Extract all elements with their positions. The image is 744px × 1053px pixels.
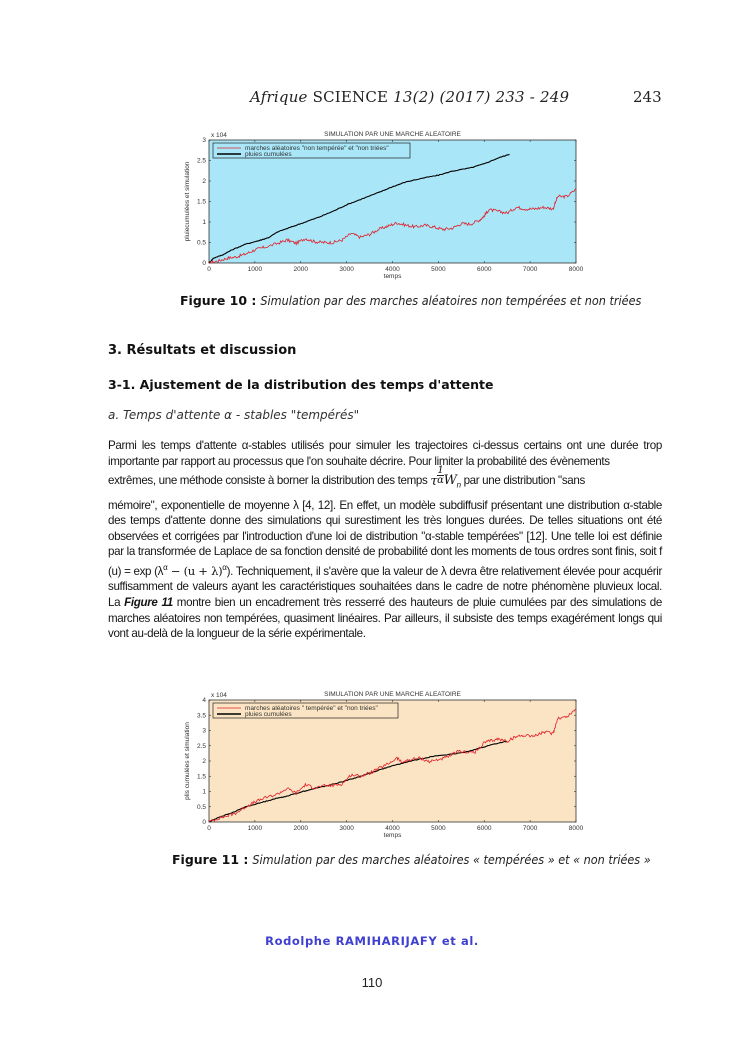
x-tick-label: 3000 — [339, 266, 354, 273]
chart-legend — [213, 703, 398, 718]
paragraph-text-3a: mémoire", exponentielle de moyenne λ [4, 12]. En effet, un modèle subdiffusif présentant une distribution α-stable des temps d'attente donne des simulations qui surestiment les très longues durées. De telles situations ont été observées et corrigées par l'introduction d'une loi de distribution "α-stable tempérées" [12]. Une telle loi est définie par la transformée de Laplace de sa fonction densité de probabilité dont les moments de tous ordres sont finis, soit f (u) = exp (λ — [108, 498, 662, 578]
y-tick-label: 0 — [202, 260, 206, 267]
legend-entry: marches aléatoires " tempérée" et "non triées" — [245, 705, 378, 712]
chart-title: SIMULATION PAR UNE MARCHE ALEATOIRE — [324, 131, 461, 138]
figure-11-label: Figure 11 : — [172, 852, 249, 867]
y-tick-label: 2 — [202, 178, 206, 185]
chart-title: SIMULATION PAR UNE MARCHE ALEATOIRE — [324, 691, 461, 698]
y-tick-label: 3.5 — [196, 712, 206, 720]
y-multiplier: x 104 — [211, 132, 227, 139]
journal-italic-title: Afrique — [250, 88, 308, 106]
tau-formula: τ — [430, 473, 438, 489]
body-paragraph: Parmi les temps d'attente α-stables utilisés pour simuler les trajectoires ci-dessus certains ont une durée trop importante par rapport au processus que l'on souhaite décrire. Pour limiter la probabilité des évènements extrêmes, une méthode consiste à borner la distribution des temps τ $\frac{1}{\alpha}$ $W_n$ par une distribution "sans mémoire", exponentielle de moyenne λ [4, 12]. En effet, un modèle subdiffusif présentant une distribution α-stable des temps d'attente donne des simulations qui surestiment les très longues durées. De telles situations ont été observées et corrigées par l'introduction d'une loi de distribution "α-stable tempérées" [12]. Une telle loi est définie par la transformée de Laplace de sa fonction densité de probabilité dont les moments de tous ordres sont finis, soit f $(u) = \exp (\lambda^\alpha - (u + \lambda)^\alpha)$. Techniquement, il s'avère que la valeur de λ devra être relativement élevée pour acquérir suffisamment de valeurs ayant les caractéristiques souhaitées dans le cadre de notre phénomène pluvieux local. La Figure 11 montre bien un encadrement très resserré des hauteurs de pluie cumulées par des simulations de marches aléatoires non tempérées, quasiment linéaires. Par ailleurs, il subsiste des temps exagérément longs qui vont au-delà de la longueur de la série expérimentale. — [108, 439, 662, 641]
x-tick-label: 4000 — [385, 825, 400, 832]
x-tick-label: 0 — [207, 825, 211, 832]
y-axis-label: pluiecumulées et simulation — [184, 161, 191, 242]
y-tick-label: 1 — [202, 788, 206, 796]
paragraph-text-1: Parmi les temps d'attente α-stables utilisés pour simuler les trajectoires ci-dessus certains ont une durée trop importante par rapport au processus que l'on souhaite décrire. Pour limiter la probabilité des évènements — [108, 439, 662, 468]
x-axis-label: temps — [383, 273, 402, 280]
figure-11-plot — [180, 686, 600, 846]
y-tick-label: 2 — [202, 758, 206, 765]
w-symbol: W — [443, 473, 457, 489]
x-tick-label: 4000 — [385, 266, 400, 273]
figure-11-caption — [172, 852, 651, 867]
subsection-title: 3-1. Ajustement de la distribution des temps d'attente — [108, 377, 494, 392]
legend-entry: marches aléatoires "non tempérée" et "non triées" — [245, 145, 389, 152]
x-tick-label: 7000 — [522, 825, 538, 832]
y-tick-label: 0 — [202, 819, 206, 826]
legend-entry: pluies cumulées — [245, 151, 292, 158]
figure-11-caption-text: Simulation par des marches aléatoires « tempérées » et « non triées » — [252, 852, 651, 867]
y-tick-label: 2.5 — [196, 742, 206, 750]
figure-10-label: Figure 10 : — [180, 293, 257, 308]
x-tick-label: 3000 — [339, 825, 354, 832]
x-tick-label: 1000 — [247, 266, 263, 273]
y-tick-label: 1.5 — [196, 198, 206, 206]
y-tick-label: 1.5 — [196, 773, 206, 781]
plot-area — [209, 140, 576, 263]
header-page-number: 243 — [633, 88, 662, 106]
y-multiplier: x 104 — [211, 692, 227, 699]
paragraph-text-2b: par une distribution "sans — [463, 474, 585, 488]
x-tick-label: 6000 — [477, 825, 492, 832]
x-tick-label: 2000 — [293, 266, 308, 273]
w-subscript: n — [456, 480, 461, 490]
figure-10-caption-text: Simulation par des marches aléatoires non tempérées et non triées — [260, 293, 642, 308]
x-tick-label: 5000 — [431, 825, 446, 832]
journal-name: SCIENCE — [312, 88, 389, 106]
x-tick-label: 8000 — [568, 825, 584, 832]
figure-10-caption — [180, 293, 641, 308]
figure-10-chart — [180, 126, 600, 286]
x-tick-label: 0 — [207, 266, 211, 273]
footer-page-number: 110 — [361, 975, 383, 990]
exponent-fraction: $\frac{1}{\alpha}$ — [437, 464, 444, 486]
x-tick-label: 6000 — [477, 266, 492, 273]
x-tick-label: 1000 — [247, 825, 263, 832]
y-tick-label: 0.5 — [196, 239, 206, 247]
y-tick-label: 4 — [202, 697, 206, 704]
author-footer: Rodolphe RAMIHARIJAFY et al. — [265, 934, 479, 948]
y-tick-label: 1 — [202, 219, 206, 226]
figure-10-plot — [180, 126, 600, 286]
journal-reference: 13(2) (2017) 233 - 249 — [393, 88, 570, 106]
journal-header — [250, 88, 569, 106]
figure-11-reference[interactable]: Figure 11 — [124, 595, 173, 609]
paragraph-text-2a: extrêmes, une méthode consiste à borner la distribution des temps — [108, 474, 428, 488]
x-axis-label: temps — [383, 832, 402, 839]
x-tick-label: 7000 — [522, 266, 538, 273]
figure-11-chart — [180, 686, 600, 846]
legend-entry: pluies cumulées — [245, 711, 292, 718]
y-tick-label: 2.5 — [196, 157, 206, 165]
y-tick-label: 3 — [202, 727, 206, 735]
x-tick-label: 5000 — [431, 266, 446, 273]
subsubsection-title: a. Temps d'attente α - stables "tempérés" — [108, 408, 360, 422]
section-title: 3. Résultats et discussion — [108, 343, 297, 358]
x-tick-label: 8000 — [568, 266, 584, 273]
x-tick-label: 2000 — [293, 825, 308, 832]
y-tick-label: 3 — [202, 137, 206, 144]
y-axis-label: plis cumulées et simulation — [184, 722, 191, 800]
formula-line — [108, 464, 662, 497]
y-tick-label: 0.5 — [196, 803, 206, 811]
chart-legend — [213, 143, 410, 158]
